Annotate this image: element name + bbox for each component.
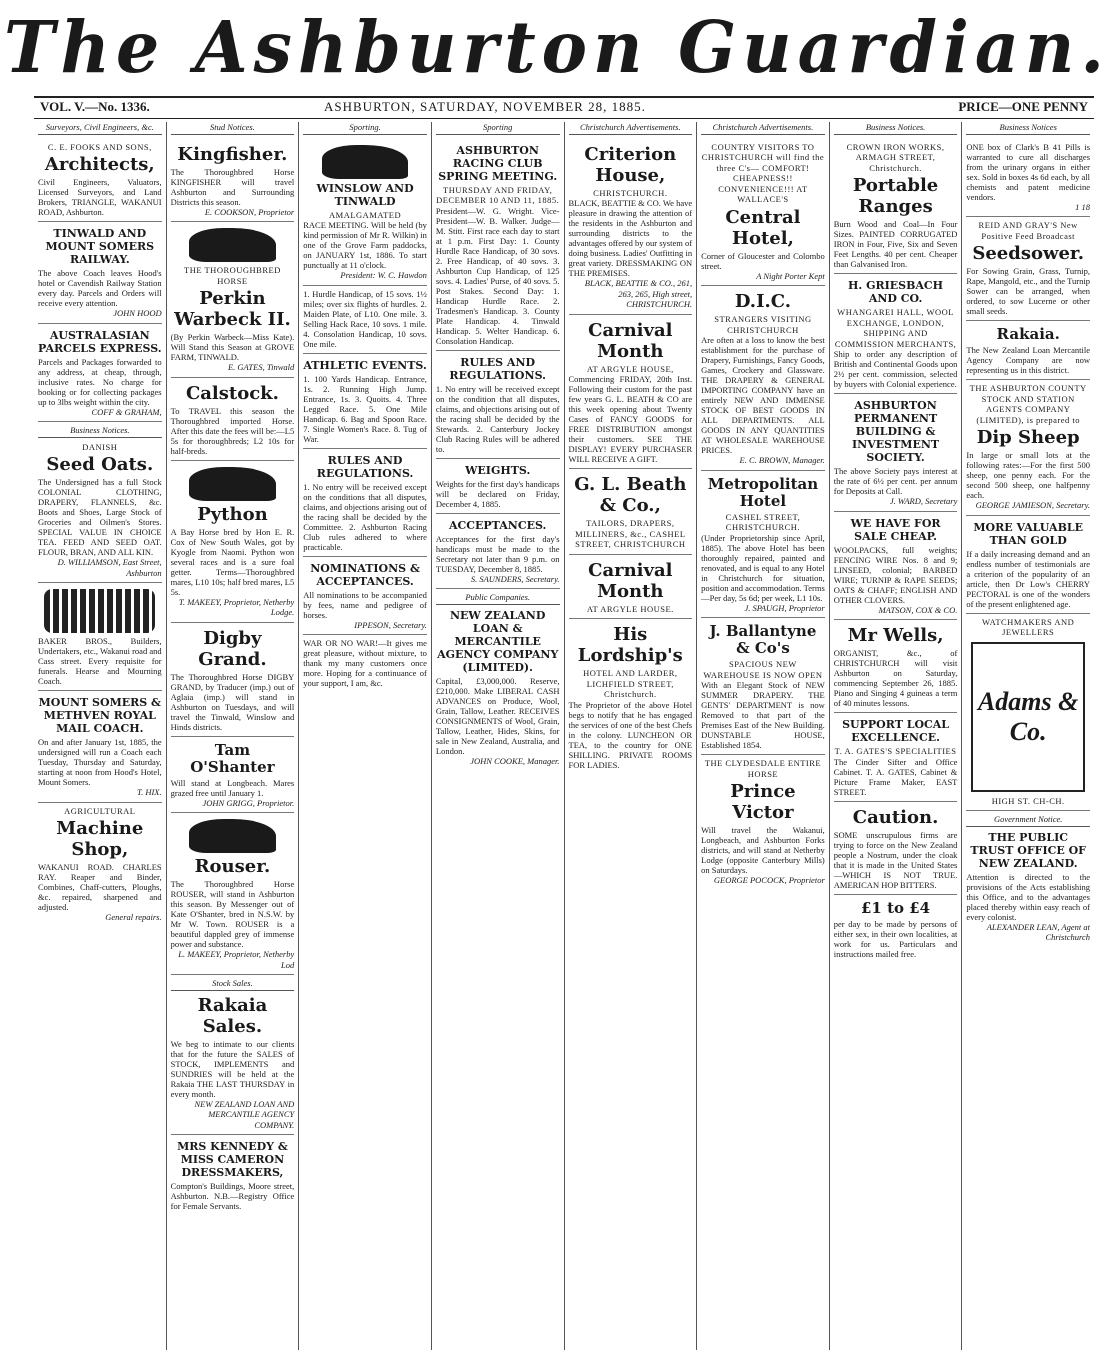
ad-sub: WHANGAREI HALL, WOOL EXCHANGE, LONDON, SHIPPING AND COMMISSION MERCHANTS, [834,307,957,349]
ad-body: WAR OR NO WAR!—It gives me great pleasure, without mixture, to thank my many customers once more. Hoping for a continuance of your support, I am, &c. [303,638,427,688]
ad-title: WEIGHTS. [465,463,531,477]
ad-body: SOME unscrupulous firms are trying to force on the New Zealand people a Nostrum, under the cloak that it is made in the United States—WHICH IS NOT TRUE. AMERICAN HOP BITTERS. [833,829,958,890]
ad-sub: COUNTRY VISITORS TO CHRISTCHURCH will find the three C's— COMFORT! CHEAPNESS!! CONVENIENCE!!! AT WALLACE'S [701,141,825,204]
ad-title: Caution. [852,806,939,828]
ad-title: Portable Ranges [852,175,939,217]
ad-body: The Proprietor of the above Hotel begs to notify that he has engaged the services of one of the best Chefs in the colony. LUNCHEON OR TEA, to the country for ONE SHILLING. PRIVATE ROOMS FOR LADIES. [568,699,693,770]
ad-body: HIGH ST. CH-CH. [991,795,1065,806]
column-2 [167,122,300,1350]
top-rule [34,96,1094,98]
column-1 [34,122,167,1350]
ad-title: Perkin Warbeck II. [174,288,291,330]
ad-sub: THE CLYDESDALE ENTIRE HORSE [704,758,822,779]
ad-sub: CROWN IRON WORKS, ARMAGH STREET, Christchurch. [846,141,945,173]
ad-title: MOUNT SOMERS & METHVEN ROYAL MAIL COACH. [38,696,161,735]
ad-title: J. Ballantyne & Co's [709,622,817,657]
ad-body: Will travel the Wakanui, Longbeach, and Ashburton Forks districts, and will stand at Netherby Lodge (opposite Canterbury Mills) on Saturdays. [701,825,825,875]
acceptances [436,514,560,590]
ad-title: RULES AND REGULATIONS. [449,355,546,382]
column-heading: Sporting. [303,122,427,135]
ad-signature: MATSON, COX & CO. [878,604,958,615]
column-heading: Christchurch Advertisements. [701,122,825,135]
ad-title: MORE VALUABLE THAN GOLD [973,520,1084,547]
column-heading: Business Notices. [834,122,958,135]
ad-body: Corner of Gloucester and Colombo street. [701,250,825,271]
ad-title: ASHBURTON PERMANENT BUILDING & INVESTMENT SOCIETY. [852,399,940,464]
ad-signature: T. HIX. [136,787,162,797]
ad-title: Python [197,503,268,525]
ad-digby-grand [171,623,295,737]
ad-title: Rakaia. [996,325,1060,343]
hearse-illustration [44,589,155,633]
ad-body: The above Coach leaves Hood's hotel or Cavendish Railway Station every day. Parcels and Orders will receive every attention. [38,268,162,308]
ad-body: per day to be made by persons of either sex, in their own localities, at work for us. Particulars and instructions mailed free. [833,918,958,959]
ad-signature: E. GATES, Tinwald [227,362,295,372]
ad-body: Burn Wood and Coal—In Four Sizes. PAINTED CORRUGATED IRON in Four, Five, Six and Seven Feet Lengths. 40 per cent. Cheaper than Galvanised Iron. [833,219,958,269]
ad-body: The Thoroughbred Horse ROUSER, will stand in Ashburton this season. By Messenger out of Kate O'Shanter, bred in N.S.W. by Mr W. Town. ROUSER is a beautiful dappled grey of immense power and substance. [170,879,295,949]
ad-public-trust [966,811,1090,947]
ad-body: 1. 100 Yards Handicap. Entrance, 1s. 2. Running High Jump. Entrance, 1s. 3. Quoits. 4. Three Legged Race. 5. One Mile Handicap. 6. Bag and Spoon Race. 7. Single Women's Race. 8. Tug of War. [303,373,427,444]
price: PRICE—ONE PENNY [958,99,1088,114]
ad-dic [701,286,825,471]
ad-body: WOOLPACKS, full weights; FENCING WIRE Nos. 8 and 9; LINSEED, colonial; BARBED WIRE; TURNIP & RAPE SEEDS; OATS & CHAFF; ENGLISH AND OTHER CLOVERS. [833,544,958,605]
ad-title: H. GRIESBACH AND CO. [848,279,944,305]
ad-signature: ALEXANDER LEAN, Agent at Christchurch [986,921,1090,942]
ad-title: Prince Victor [730,781,796,823]
ad-carnival-month-2 [569,555,693,620]
ad-body: Capital, £3,000,000. Reserve, £210,000. Make LIBERAL CASH ADVANCES on Produce, Wool, Grain, Tallow, Leather. RECEIVES CONSIGNMENTS of Wool, Grain, Tallow, Leather, Hides, Skins, for sale in New Zealand, Australia, and London. [435,675,560,756]
ad-sub: HOTEL AND LARDER, LICHFIELD STREET, Christchurch. [583,668,678,699]
adams-logo [971,642,1085,792]
ad-signature: GEORGE POCOCK, Proprietor [713,875,825,885]
ad-body: A Bay Horse bred by Hon E. R. Cox of New South Wales, got by Kyogle from Naomi. Python won several races and is a sure foal getter. Terms—Thoroughbred mares, L10 10s; half bred mares, L5 5s. [170,526,295,597]
ad-mail-coach [38,691,162,803]
ad-body: TAILORS, DRAPERS, MILLINERS, &c., CASHEL STREET, CHRISTCHURCH [575,518,686,549]
ad-body: Civil Engineers, Valuators, Licensed Surveyors, and Land Brokers, TRIANGLE, WAKANUI ROAD, Ashburton. [38,177,162,217]
masthead [0,0,1114,96]
athletic-events [303,354,427,449]
ad-body: RACE MEETING. Will be held (by kind permission of Mr R. Wilkin) in one of the Grove Farm paddocks, on JANUARY 1st, 1886. To start punctually at 11 o'clock. [303,220,427,270]
ad-title: Central Hotel, [725,206,801,249]
column-3 [299,122,432,1350]
ad-title: Digby Grand. [198,627,267,670]
ad-calstock [171,378,295,461]
ad-central-hotel [701,139,825,287]
ad-mr-wells [834,620,958,713]
ad-sub: WATCHMAKERS AND JEWELLERS [982,616,1075,637]
ad-body: (By Perkin Warbeck—Miss Kate). Will Stand this Season at GROVE FARM, TINWALD. [170,332,295,362]
section-heading: Business Notices. [38,425,162,438]
ad-sub: DANISH [82,441,118,452]
ad-signature: GEORGE JAMIESON, Secretary. [975,500,1090,510]
ad-building-society [834,394,958,512]
ad-title: Kingfisher. [177,143,288,165]
ad-body: On and after January 1st, 1885, the undersigned will run a Coach each Tuesday, Thursday and Saturday, starting at noon from Hood's Hotel, Mount Somers. [38,737,162,787]
ad-ballantyne [701,618,825,755]
ad-body: BLACK, BEATTIE & CO. We have pleasure in drawing the attention of the residents in the Ashburton and surrounding districts to the advantages offered by our system of doing business. Ladies' Outfitting in great variety. DRESSMAKING ON THE PREMISES. [568,198,693,278]
ad-seed-oats [38,422,162,583]
column-6 [697,122,830,1350]
ad-body: Parcels and Packages forwarded to any address, at cheap, through, inclusive rates. No charge for booking or for collecting packages up to 3lbs weight within the city. [38,356,162,407]
ad-title: WINSLOW AND TINWALD [316,181,414,208]
ad-title: Seedsower. [972,243,1085,264]
ad-body: Are often at a loss to know the best establishment for the purchase of Drapery, Furnishings, Fancy Goods, Games, Crockery and Glassware. THE DRAPERY & GENERAL IMPORTING COMPANY have an entirely NEW AND IMMENSE STOCK OF BEST GOODS IN ALL DEPARTMENTS. ALL GOODS IN ANY QUANTITIES AT WHOLESALE WAREHOUSE PRICES. [701,335,825,455]
ad-title: RULES AND REGULATIONS. [316,453,414,480]
ad-sub: STRANGERS VISITING CHRISTCHURCH [714,314,812,335]
ad-kingfisher [171,139,295,223]
ad-body: For Sowing Grain, Grass, Turnip, Rape, Mangold, etc., and the Turnip Sower can be arranged, when ordered, to sow Lucerne or other small seeds. [966,266,1090,316]
ad-signature: IPPESON, Secretary. [354,619,427,630]
ad-rakaia-sales [171,975,295,1135]
ad-body: If a daily increasing demand and an endless number of testimonials are a criterion of the popularity of an article, then Dr Low's CHERRY PECTORAL is one of the wonders of the present enlightened age. [966,548,1090,609]
ad-title: Adams & Co. [977,686,1079,746]
ad-body: WAKANUI ROAD. CHARLES RAY. Reaper and Binder, Combines, Chaff-cutters, Ploughs, &c. repaired, sharpened and adjusted. [38,862,162,912]
nominations [303,557,427,636]
ad-signature: J. WARD, Secretary [889,496,958,506]
ad-title: THE PUBLIC TRUST OFFICE OF NEW ZEALAND. [970,830,1086,870]
ad-loan-agency [436,589,560,770]
ad-title: NOMINATIONS & ACCEPTANCES. [310,561,420,588]
column-heading: Business Notices [966,122,1090,135]
ad-title: Carnival Month [588,319,673,362]
ad-title: Architects, [44,154,155,175]
ad-sub: THURSDAY AND FRIDAY, DECEMBER 10 AND 11, 1885. [436,184,560,205]
ad-title: Mr Wells, [847,625,944,646]
ad-title: ATHLETIC EVENTS. [303,358,427,372]
ad-title: ACCEPTANCES. [448,518,547,532]
horse-illustration [322,145,409,179]
ad-title: Criterion House, [584,143,677,186]
ad-title: AUSTRALASIAN PARCELS EXPRESS. [38,328,162,355]
ad-gates [834,713,958,802]
ad-body: The Cinder Sifter and Office Cabinet. T. A. GATES, Cabinet & Picture Frame Maker, EAST STREET. [833,756,958,797]
ad-body: 1. No entry will be received except on the condition that all disputes, claims, and objections arising out of the racing shall be decided by the Stewards. 2. Canterbury Jockey Club Racing Rules will be adhered to. [435,383,560,454]
ad-signature: 1 18 [1075,201,1090,212]
ad-body: ORGANIST, &c., of CHRISTCHURCH will visit Ashburton on Saturday, commencing September 26, 1885. Piano and Singing 4 guineas a term of 40 minutes lessons. [833,648,958,708]
ad-body: 1. Hurdle Handicap, of 15 sovs. 1½ miles; over six flights of hurdles. 2. Maiden Plate, of L10. One mile. 3. Selling Hack Race, 10 sovs. 1 mile. 4. Consolation Handicap, 10 sovs. One mile. [303,288,427,349]
ad-body: Attention is directed to the provisions of the Acts establishing this Office, and to the advantages placed thereby within easy reach of every colonist. [966,871,1090,922]
column-heading: Stud Notices. [171,122,295,135]
section-heading: Public Companies. [436,592,560,605]
ad-body: With an Elegant Stock of NEW SUMMER DRAPERY. THE GENTS' DEPARTMENT is now Removed to that part of the Premises East of the New Building. DUNSTABLE HOUSE, Established 1854. [701,680,825,750]
ad-signature: T. MAKEEY, Proprietor, Netherby Lodge. [178,596,295,617]
columns [34,122,1094,1350]
column-heading: Christchurch Advertisements. [569,122,693,135]
horse-illustration [189,819,276,853]
ad-railway-coach [38,222,162,324]
ad-signature: A Night Porter Kept [756,270,825,281]
ad-title: Rouser. [194,856,271,877]
section-heading: Stock Sales. [171,978,295,991]
bottom-rule [34,118,1094,119]
ad-title: Calstock. [185,382,279,404]
ad-body: In large or small lots at the following rates:—For the first 500 sheep, one penny each. For the second 500 sheep, one halfpenny each. [966,450,1090,500]
ad-sub: AT ARGYLE HOUSE. [586,603,674,614]
ad-his-lordships [569,619,693,774]
ad-body: Commencing FRIDAY, 20th Inst. Following their custom for the past few years G. L. BEATH & CO are this week opening about Twenty Cases of FANCY GOODS for FREE DISTRIBUTION amongst their customers. SEE THE DISPLAY! EVERY PURCHASER WILL RECEIVE A GIFT. [568,374,693,464]
ad-sub: AT ARGYLE HOUSE, [586,363,674,374]
ad-body: 1. No entry will be received except on the conditions that all disputes, claims, and objections arising out of the racing shall be decided by the Committee. 2. Ashburton Racing Club rules adhered to where practicable. [303,481,427,552]
ad-title: Machine Shop, [56,818,144,860]
ad-signature: D. WILLIAMSON, East Street, Ashburton [57,557,162,578]
ad-adams-co [966,614,1090,812]
ad-criterion-house [569,139,693,315]
ad-signature: JOHN HOOD [113,308,162,318]
newspaper-title: The Ashburton Guardian. [3,6,1111,91]
ad-body: ONE box of Clark's B 41 Pills is warranted to cure all discharges from the urinary organs in either sex. Sold in boxes 4s 6d each, by all chemists and patent medicine vendors. [966,141,1090,202]
ad-title: G. L. Beath & Co., [574,474,687,516]
ad-metropolitan-hotel [701,471,825,619]
ad-title: WE HAVE FOR SALE CHEAP. [850,516,941,543]
ad-body: The Thoroughbred Horse KINGFISHER will travel Ashburton and Surrounding Districts this season. [170,166,295,207]
ad-dip-sheep [966,380,1090,516]
ad-tam-oshanter [171,737,295,814]
ad-signature: L. MAKEEY, Proprietor, Netherby Lod [178,949,295,970]
ad-signature: COFF & GRAHAM, [91,406,162,417]
ad-body: Acceptances for the first day's handicaps must be made to the Secretary not later than 9 p.m. on TUESDAY, December 8, 1885. [435,533,560,574]
ad-signature: NEW ZEALAND LOAN AND MERCANTILE AGENCY COMPANY. [194,1098,295,1130]
ad-sub: AMALGAMATED [329,209,402,220]
ad-python [171,461,295,623]
ad-body: To TRAVEL this season the Thoroughbred imported Horse. After this date the fees will be:—L5 5s for thoroughbreds; L2 10s for half-breds. [170,405,295,456]
place-date: ASHBURTON, SATURDAY, NOVEMBER 28, 1885. [324,99,646,114]
ad-prince-victor [701,755,825,890]
column-5 [565,122,698,1350]
ad-body: Ship to order any description of British and Continental Goods upon 2½ per cent. commission, selected by buyers with Colonial experience. [833,349,958,389]
ad-caution [834,802,958,895]
ad-signature: JOHN COOKE, Manager. [470,755,560,766]
ad-title: D.I.C. [734,291,792,312]
ad-rakaia [966,321,1090,380]
ad-body: (Under Proprietorship since April, 1885). The above Hotel has been thoroughly repaired, painted and renovated, and is equal to any Hotel in Christchurch for situation, position and accommodation. Terms—Per day, 5s 6d; per week, L1 10s. [701,532,825,603]
race-program [303,286,427,354]
ad-body: Will stand at Longbeach. Mares grazed free until January 1. [170,777,295,798]
ad-signature: BLACK, BEATTIE & CO., 261, 263, 265, High street, CHRISTCHURCH. [584,278,693,309]
ad-sub: C. E. FOOKS AND SONS, [47,141,152,152]
ad-title: Rakaia Sales. [197,994,268,1037]
ad-body: Weights for the first day's handicaps will be declared on Friday, December 4, 1885. [435,478,560,509]
ad-title: MRS KENNEDY & MISS CAMERON DRESSMAKERS, [177,1140,288,1179]
ad-body: The Undersigned has a full Stock COLONIAL CLOTHING, DRAPERY, FLANNELS, &c. Boots and Shoes, Large Stock of Groceries and Oilmen's Stores. SPECIAL VALUE IN CHOICE TEA. FEED AND SEED OAT. FLOUR, BRAN, AND ALL KIN. [38,477,162,557]
ad-valuable-gold [966,516,1090,614]
ad-for-sale [834,512,958,621]
rules-regulations [436,351,560,459]
ad-body: Compton's Buildings, Moore street, Ashburton. N.B.—Registry Office for Female Servants. [170,1181,295,1211]
ad-body: The New Zealand Loan Mercantile Agency Company are now representing us in this district. [966,345,1090,375]
column-4 [432,122,565,1350]
ad-portable-ranges [834,139,958,275]
ad-sub: SPACIOUS NEW WAREHOUSE IS NOW OPEN [703,659,823,680]
ad-sub: CHRISTCHURCH. [593,187,668,198]
ad-body: BAKER BROS., Builders, Undertakers, etc., Wakanui road and Cass street. Every requisite for funerals. Hearse and Mourning Coach. [38,636,162,686]
ad-body: The above Society pays interest at the rate of 6½ per cent. per annum for Deposits at Call. [833,466,958,496]
ad-carnival-month [569,315,693,470]
ad-sub: T. A. GATES'S SPECIALITIES [834,746,957,756]
ad-body: President—W. G. Wright. Vice-President—W. B. Walker. Judge—M. Stitt. First race each day to start at 1 p.m. First Day: 1. County Hurdle Race Handicap, of 30 sovs. 2. Free Handicap, of 40 sovs. 3. Ashburton Cup Handicap, of 125 sovs. 4. Ladies' Purse, of 40 sovs. 5. Post Stakes. Second Day: 1. Handicap Hurdle Race. 2. Tradesmen's Handicap. 3. County Plate Handicap. 4. Tinwald Handicap. 5. Welter Handicap. 6. Consolation Handicap. [435,205,560,346]
ad-baker-bros [38,583,162,691]
ad-clarks-pills [966,139,1090,218]
ad-earnings [834,895,958,963]
ad-racing-club [436,139,560,351]
ad-title: £1 to £4 [860,898,931,917]
ad-title: Tam O'Shanter [190,740,275,776]
ad-title: ASHBURTON RACING CLUB SPRING MEETING. [438,143,558,183]
ad-title: TINWALD AND MOUNT SOMERS RAILWAY. [45,227,155,266]
ad-title: His Lordship's [577,624,683,666]
ad-signature: JOHN GRIGG, Proprietor. [202,797,295,808]
ad-beath-co [569,469,693,555]
ad-title: Dip Sheep [976,427,1080,448]
ad-signature: General repairs. [105,912,162,922]
ad-sub: REID AND GRAY'S New Positive Feed Broadcast [978,220,1078,241]
ad-title: Metropolitan Hotel [707,474,819,510]
ad-body: The Thoroughbred Horse DIGBY GRAND, by Traducer (imp.) out of Aglaia (imp.) will stand in Ashburton on Tuesdays, and will travel the Tinwald, Winslow and Hinds districts. [170,671,295,732]
ad-signature: President: W. C. Hawdon [340,270,427,280]
ad-dressmakers [171,1135,295,1215]
rules-regulations [303,449,427,557]
ad-rouser [171,813,295,975]
column-heading: Surveyors, Civil Engineers, &c. [38,122,162,135]
ad-war [303,635,427,692]
ad-body: We beg to intimate to our clients that for the future the SALES of STOCK, IMPLEMENTS and SUNDRIES will be held at the Rakaia THE LAST THURSDAY in every month. [170,1038,295,1099]
horse-illustration [189,467,276,501]
ad-seedsower [966,217,1090,321]
ad-title: Carnival Month [588,559,673,602]
ad-winslow-race [303,139,427,286]
column-8 [962,122,1094,1350]
weights [436,459,560,514]
section-heading: Government Notice. [966,814,1090,827]
ad-signature: E. COOKSON, Proprietor [204,206,295,217]
ad-architects [38,139,162,223]
ad-sub: THE THOROUGHBRED HORSE [184,265,281,286]
ad-title: NEW ZEALAND LOAN & MERCANTILE AGENCY COMPANY (LIMITED). [437,608,559,674]
column-heading: Sporting [436,122,560,135]
volume-number: VOL. V.—No. 1336. [40,99,150,114]
ad-body: All nominations to be accompanied by fees, name and pedigree of horses. [303,589,427,620]
ad-sub: AGRICULTURAL [64,805,136,816]
ad-signature: E. C. BROWN, Manager. [739,455,825,465]
ad-sub: CASHEL STREET, CHRISTCHURCH. [725,511,801,532]
horse-illustration [189,228,276,262]
ad-perkin-warbeck [171,222,295,378]
ad-griesbach [834,274,958,394]
ad-title: Seed Oats. [46,454,154,475]
ad-parcels-express [38,324,162,423]
ad-sub: THE ASHBURTON COUNTY STOCK AND STATION AGENTS COMPANY (LIMITED), is prepared to [969,383,1087,425]
ad-machine-shop [38,803,162,927]
ad-signature: J. SPAUGH, Proprietor [744,602,825,613]
column-7 [830,122,963,1350]
ad-title: SUPPORT LOCAL EXCELLENCE. [842,718,950,744]
dateline [34,99,1094,117]
ad-signature: S. SAUNDERS, Secretary. [470,573,560,584]
